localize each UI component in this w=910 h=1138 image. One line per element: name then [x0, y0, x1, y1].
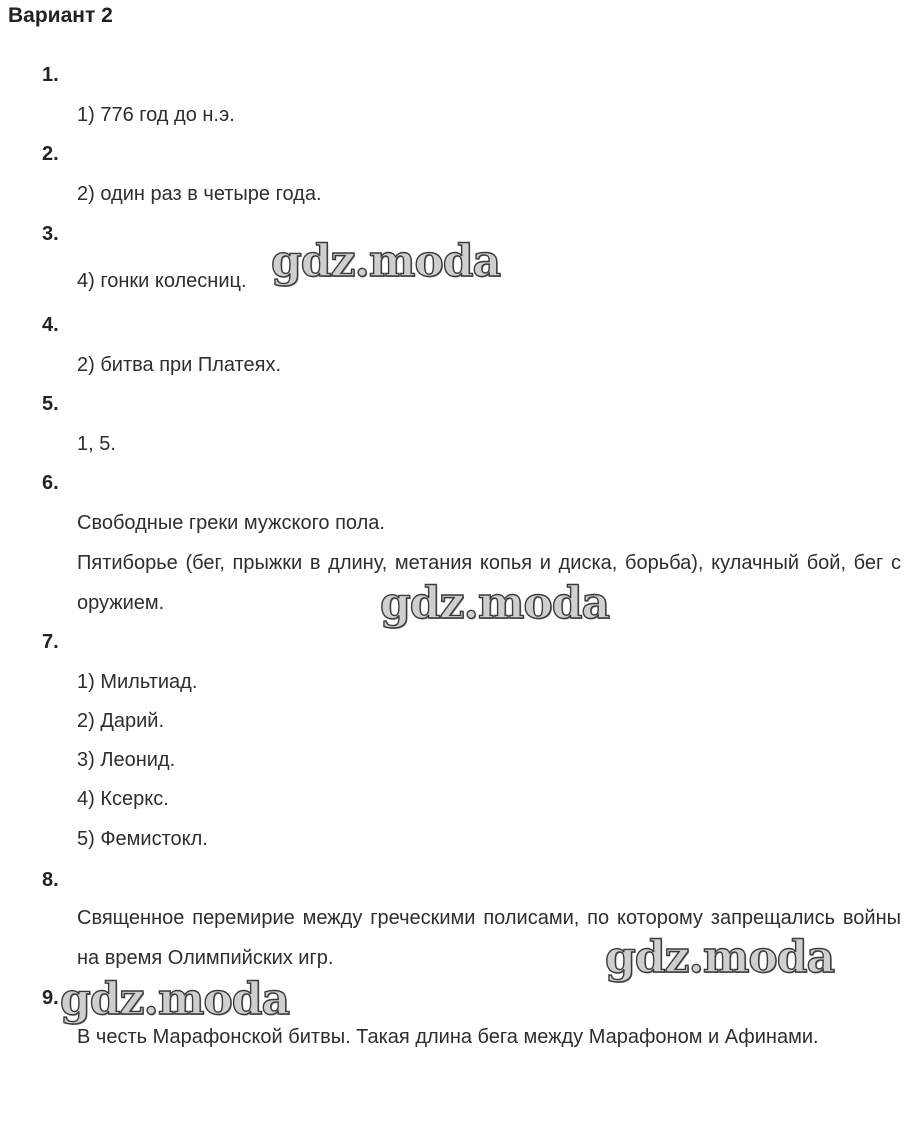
- answer-paragraph: В честь Марафонской битвы. Такая длина бега между Марафоном и Афинами.: [77, 1026, 819, 1048]
- answer-text: 1) 776 год до н.э.: [77, 104, 235, 126]
- question-number: 7.: [42, 631, 59, 653]
- question-number: 4.: [42, 314, 59, 336]
- question-number: 8.: [42, 869, 59, 891]
- question-number: 6.: [42, 472, 59, 494]
- answer-text: 4) гонки колесниц.: [77, 270, 247, 292]
- answer-text: 2) битва при Платеях.: [77, 354, 282, 376]
- question-number: 1.: [42, 64, 59, 86]
- question-number: 2.: [42, 143, 59, 165]
- answer-text: 2) один раз в четыре года.: [77, 183, 322, 205]
- answer-text: Свободные греки мужского пола.: [77, 512, 385, 534]
- answer-text: 5) Фемистокл.: [77, 828, 208, 850]
- watermark: gdz.moda: [380, 578, 610, 629]
- question-number: 9.: [42, 987, 59, 1009]
- answer-paragraph: Пятиборье (бег, прыжки в длину, метания копья и диска, борьба), кулачный бой, бег с оружием.: [77, 552, 901, 614]
- answer-text: 1) Мильтиад.: [77, 671, 198, 693]
- page-title: Вариант 2: [8, 4, 113, 27]
- answer-text: 3) Леонид.: [77, 749, 176, 771]
- question-number: 5.: [42, 393, 59, 415]
- answer-text: 1, 5.: [77, 433, 116, 455]
- answer-text: 4) Ксеркс.: [77, 788, 169, 810]
- answer-text: 2) Дарий.: [77, 710, 165, 732]
- watermark: gdz.moda: [60, 974, 290, 1025]
- watermark: gdz.moda: [605, 932, 835, 983]
- question-number: 3.: [42, 223, 59, 245]
- watermark: gdz.moda: [271, 236, 501, 287]
- answer-paragraph: Священное перемирие между греческими полисами, по которому запрещались войны на время Олимпийских игр.: [77, 907, 901, 969]
